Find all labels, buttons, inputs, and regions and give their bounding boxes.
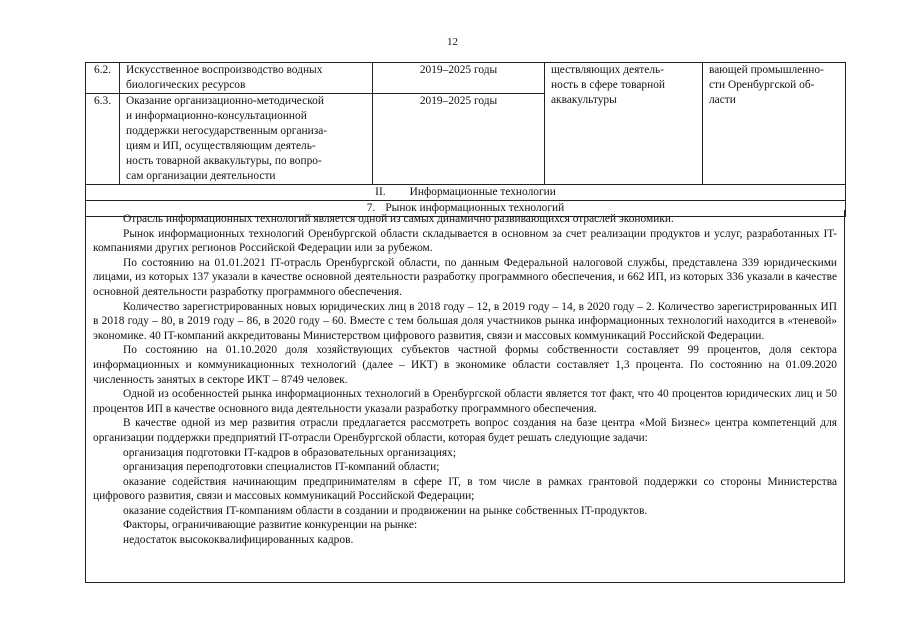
row-name-line: и информационно-консультационной bbox=[126, 110, 307, 122]
task-item: оказание содействия IT-компаниям области в создании и продвижении на рынке собственных IT-продуктов. bbox=[123, 504, 648, 517]
section-heading bbox=[86, 185, 846, 201]
paragraph: Одной из особенностей рынка информационных технологий в Оренбургской области является тот факт, что 40 процентов юридических лиц и 50 процентов ИП в качестве основного вида деятельности указали разработку программного обеспечения. bbox=[93, 388, 837, 415]
responsible-line: ласти bbox=[709, 94, 736, 106]
row-name-line: сам организации деятельности bbox=[126, 170, 276, 182]
row-name-line: Искусственное воспроизводство водных bbox=[126, 64, 323, 76]
responsible-line: сти Оренбургской об- bbox=[709, 79, 815, 91]
row-name-line: биологических ресурсов bbox=[126, 79, 246, 91]
page-number: 12 bbox=[447, 36, 458, 48]
row-name-line: Оказание организационно-методической bbox=[126, 95, 324, 107]
section-number: II. bbox=[375, 186, 386, 198]
table-row bbox=[86, 63, 846, 94]
task-item: оказание содействия начинающим предпринимателям в сфере IT, в том числе в рамках грантовой поддержки со стороны Министерства цифрового развития, связи и массовых коммуникаций Российской Федерации; bbox=[93, 475, 837, 503]
paragraph: В качестве одной из мер развития отрасли предлагается рассмотреть вопрос создания на базе центра «Мой Бизнес» центра компетенций для организации поддержки предприятий IT-отрасли Оренбургской области, которая будет решать следующие задачи: bbox=[93, 417, 837, 444]
task-item: организация подготовки IT-кадров в образовательных организациях; bbox=[123, 446, 456, 459]
row-name-line: поддержки негосударственным организа- bbox=[126, 125, 328, 137]
executor-line: ществляющих деятель- bbox=[551, 64, 665, 76]
paragraph: Количество зарегистрированных новых юридических лиц в 2018 году – 12, в 2019 году – 14, в 2020 году – 2. Количество зарегистрированных ИП в 2018 году – 80, в 2019 году – 86, в 2020 году – 60. Вместе с тем большая доля участников рынка информационных технологий находится в «теневой» экономике. 40 IT-компаний аккредитованы Министерством цифрового развития, связи и массовых коммуникаций Российской Федерации. bbox=[93, 300, 837, 342]
row-responsible bbox=[703, 63, 846, 185]
section-row bbox=[86, 185, 846, 201]
row-name-line: циям и ИП, осуществляющим деятель- bbox=[126, 140, 316, 152]
paragraph: Рынок информационных технологий Оренбургской области складывается в основном за счет реализации продуктов и услуг, разработанных IT-компаниями других регионов Российской Федерации или за рубежом. bbox=[93, 227, 837, 255]
paragraph: По состоянию на 01.10.2020 доля хозяйствующих субъектов частной формы собственности составляет 99 процентов, доля сектора информационных и коммуникационных технологий (далее – ИКТ) в экономике области составляет 1,3 процента. По состоянию на 01.09.2020 численность занятых в секторе ИКТ – 8749 человек. bbox=[93, 344, 837, 386]
subsection-title: Рынок информационных технологий bbox=[385, 202, 565, 214]
row-number: 6.3. bbox=[86, 94, 120, 185]
paragraph: Отрасль информационных технологий является одной из самых динамично развивающихся отраслей экономики. bbox=[123, 213, 674, 225]
section-title: Информационные технологии bbox=[409, 186, 556, 198]
paragraph: По состоянию на 01.01.2021 IT-отрасль Оренбургской области, по данным Федеральной налоговой службы, представлена 339 юридическими лицами, из которых 137 указали в качестве основной деятельности разработку программного обеспечения, и 662 ИП, из которых 336 указали в качестве основной деятельности разработку программного обеспечения. bbox=[93, 256, 837, 298]
row-number: 6.2. bbox=[86, 63, 120, 94]
factors-heading: Факторы, ограничивающие развитие конкуренции на рынке: bbox=[123, 519, 418, 532]
task-item: организация переподготовки специалистов IT-компаний области; bbox=[123, 461, 440, 474]
row-name-line: ность товарной аквакультуры, по вопро- bbox=[126, 155, 322, 167]
responsible-line: вающей промышленно- bbox=[709, 64, 824, 76]
executor-line: аквакультуры bbox=[551, 94, 617, 106]
row-period: 2019–2025 годы bbox=[373, 94, 545, 185]
row-name bbox=[120, 63, 373, 94]
executor-line: ность в сфере товарной bbox=[551, 79, 665, 91]
subsection-number: 7. bbox=[366, 202, 376, 214]
row-executors bbox=[545, 63, 703, 185]
program-table bbox=[85, 62, 846, 217]
row-period: 2019–2025 годы bbox=[373, 63, 545, 94]
market-description bbox=[85, 210, 845, 583]
row-name bbox=[120, 94, 373, 185]
factor-item: недостаток высококвалифицированных кадров. bbox=[123, 534, 354, 547]
